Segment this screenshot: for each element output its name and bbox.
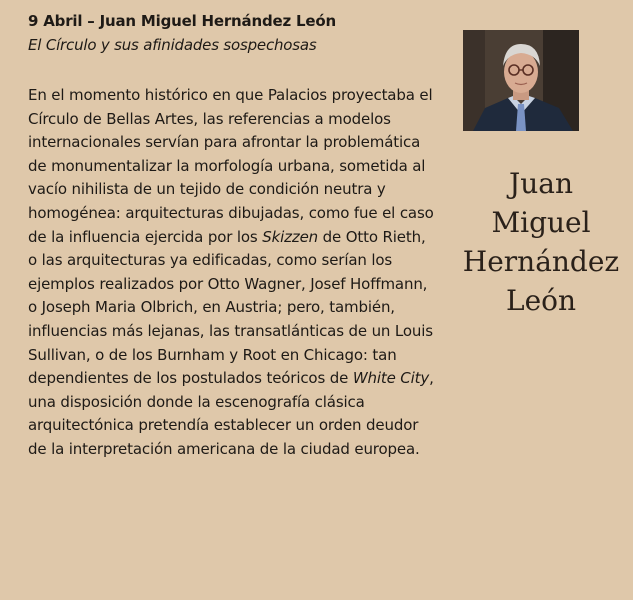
article-text-2: de Otto Rieth, o las arquitecturas ya edificadas, como serían los ejemplos realizados por Otto Wagner, Josef Hoffmann, o Joseph Maria Olbrich, en Austria; pero, también, influencias más lejanas, las transatlánticas de un Louis Sullivan, o de los Burnham y Root en Chicago: tan dependientes de los postulados teóricos de [28,227,433,388]
speaker-name-line-2: Miguel [491,206,591,239]
speaker-name-line-4: León [505,284,577,317]
article-paragraph [28,84,438,462]
article-emphasis-skizzen: Skizzen [262,227,319,246]
article-text-3: , una disposición donde la escenografía clásica arquitectónica pretendía establecer un orden deudor de la interpretación americana de la ciudad europea. [28,369,434,458]
speaker-photo [463,30,579,131]
page-subtitle: El Círculo y sus afinidades sospechosas [28,36,317,54]
portrait-illustration [463,30,579,131]
article-text-1: En el momento histórico en que Palacios proyectaba el Círculo de Bellas Artes, las referencias a modelos internacionales servían para afrontar la problemática de monumentalizar la morfología urbana, sometida al vacío nihilista de un tejido de condición neutra y homogénea: arquitecturas dibujadas, como fue el caso de la influencia ejercida por los [28,86,434,246]
article-emphasis-white-city: White City [352,369,430,388]
speaker-name-line-1: Juan [509,167,573,200]
speaker-name [452,164,630,320]
page-title: 9 Abril – Juan Miguel Hernández León [28,12,336,30]
speaker-name-line-3: Hernández [462,245,620,278]
